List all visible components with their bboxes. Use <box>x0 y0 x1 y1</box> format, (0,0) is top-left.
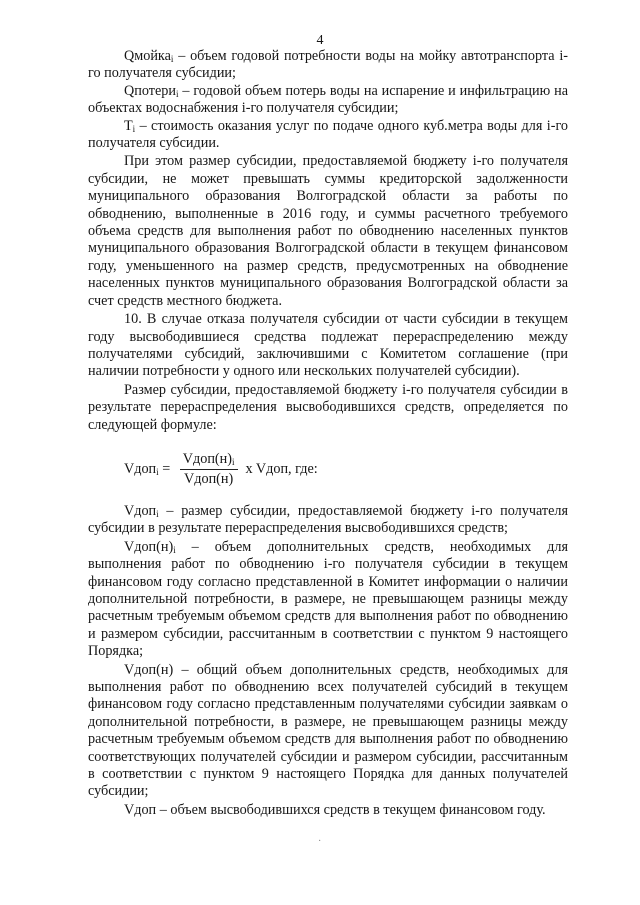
variable-subscript: i <box>175 88 179 99</box>
page-number: 4 <box>316 33 324 48</box>
formula-fraction <box>180 451 238 488</box>
definition-vdop-i <box>88 503 568 538</box>
definition-text: – стоимость оказания услуг по подаче одного куб.метра воды для i-го получателя субсидии. <box>88 117 568 152</box>
variable-subscript: i <box>132 123 136 134</box>
definition-q-poteri <box>88 83 568 118</box>
variable-name: T <box>124 117 133 134</box>
variable-name: Qпотери <box>124 82 176 99</box>
variable-subscript: i <box>170 54 174 64</box>
definition-vdop <box>88 802 568 819</box>
formula-lhs: Vдоп$_i$ <box>124 461 159 478</box>
definition-text: – объем высвободившихся средств в текущем финансовом году. <box>156 801 546 818</box>
definition-text: – размер субсидии, предоставляемой бюджету i-го получателя субсидии в результате перераспределения высвободившихся средств; <box>88 502 568 537</box>
variable-subscript: i <box>173 544 176 555</box>
definition-text: – объем годовой потребности воды на мойку автотранспорта i-го получателя субсидии; <box>88 48 568 82</box>
document-body <box>88 48 568 819</box>
variable-subscript: i <box>156 508 159 519</box>
paragraph-subsidy-limit: При этом размер субсидии, предоставляемой бюджету i-го получателя субсидии, не может превышать суммы кредиторской задолженности муниципального образования Волгоградской области за работы по обводнению, выполненные в 2016 году, и суммы расчетного требуемого объема средств для выполнения работ по обводнению населенных пунктов муниципального образования Волгоградской области в текущем финансовом году, уменьшенного на размер средств, предусмотренных на обводнение населенных пунктов муниципального образования Волгоградской области за счет средств местного бюджета. <box>88 153 568 309</box>
variable-name: Vдоп(н) <box>124 661 174 678</box>
variable-name: Qмойка <box>124 48 171 64</box>
definition-text: – общий объем дополнительных средств, необходимых для выполнения работ по обводнению всех получателей субсидий в текущем финансовом году согласно представленным получателями субсидии заявкам о дополнительной потребности, в размере, не превышающем разницы между расчетным требуемым объемом средств для выполнения работ по обводнению соответствующих получателей субсидии и размером субсидии, рассчитанным в соответствии с пунктом 9 настоящего Порядка для данных получателей субсидии; <box>88 661 568 800</box>
formula-numerator: $Vдоп(н)_i$ <box>180 451 238 470</box>
variable-name: Vдоп <box>124 801 157 818</box>
definition-vdop-n-i <box>88 539 568 661</box>
formula-equals: = <box>158 461 174 478</box>
formula-tail: x Vдоп, где: <box>245 461 318 478</box>
redistribution-formula <box>124 446 568 494</box>
definition-q-moika <box>88 48 568 83</box>
definition-text: – объем дополнительных средств, необходимых для выполнения работ по обводнению i-го получателя субсидии в текущем финансовом году согласно представленной в Комитет информации о наличии дополнительной потребности, в размере, не превышающем разницы между расчетным требуемым объемом средств для выполнения работ по обводнению и размером субсидии, рассчитанным в соответствии с пунктом 9 настоящего Порядка; <box>88 538 568 660</box>
paragraph-subsidy-size: Размер субсидии, предоставляемой бюджету i-го получателя субсидии в результате перераспределения высвободившихся средств, определяется по следующей формуле: <box>88 381 568 433</box>
definition-text: – годовой объем потерь воды на испарение и инфильтрацию на объектах водоснабжения i-го получателя субсидии; <box>88 82 568 117</box>
scan-speck: · <box>318 836 322 847</box>
variable-name: Vдоп <box>124 502 157 519</box>
definition-t <box>88 118 568 153</box>
variable-name: Vдоп(н) <box>124 538 174 555</box>
definition-vdop-n <box>88 662 568 801</box>
formula-denominator: Vдоп(н) <box>184 471 234 488</box>
paragraph-clause-10: 10. В случае отказа получателя субсидии от части субсидии в текущем году высвободившиеся средства подлежат перераспределению между получателями субсидий, заключившими с Комитетом соглашение (при наличии потребности у одного или нескольких получателей субсидии). <box>88 311 568 380</box>
